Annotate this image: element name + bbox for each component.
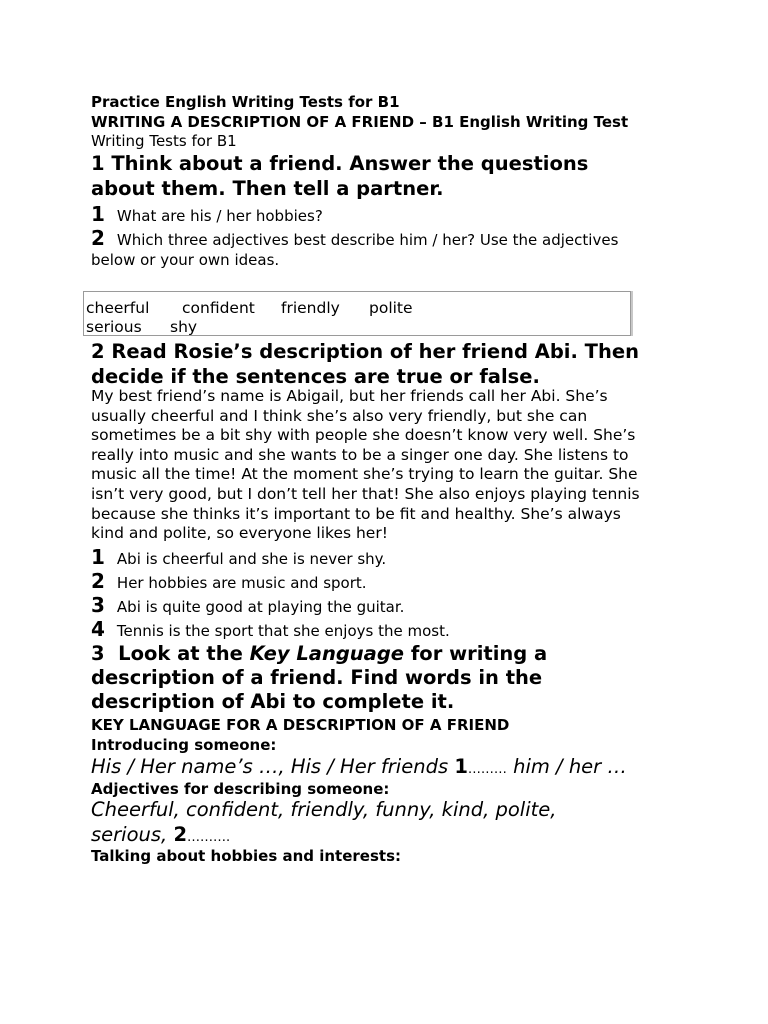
section2-heading-line1: 2 Read Rosie’s description of her friend Abi. Then (91, 340, 639, 363)
statement-text: Abi is quite good at playing the guitar. (116, 598, 405, 616)
blank-number-1: 1 (454, 755, 468, 778)
adjective-word: friendly (281, 299, 340, 317)
statement-number: 2 (91, 569, 105, 593)
heading-emphasis: Key Language (249, 642, 405, 665)
adjective-word: confident (182, 299, 255, 317)
question-text: Which three adjectives best describe him / her? Use the adjectives (116, 231, 619, 249)
statement-1 (91, 545, 386, 569)
passage-line: sometimes be a bit shy with people she doesn’t know very well. She’s (91, 426, 636, 445)
intro-text-start: His / Her name’s …, His / Her friends (91, 755, 455, 778)
document-subtitle: WRITING A DESCRIPTION OF A FRIEND – B1 English Writing Test (91, 113, 629, 131)
section3-heading-line1 (91, 641, 547, 666)
statement-text: Her hobbies are music and sport. (116, 574, 367, 592)
adjective-row-1 (86, 299, 413, 317)
passage-line: because she thinks it’s important to be fit and healthy. She’s always (91, 504, 621, 523)
section1-heading-line1: 1 Think about a friend. Answer the questions (91, 152, 589, 175)
heading-suffix: for writing a (404, 642, 548, 665)
section3-heading-line3: description of Abi to complete it. (91, 690, 455, 713)
passage-line: really into music and she wants to be a singer one day. She listens to (91, 445, 629, 464)
introducing-label: Introducing someone: (91, 736, 277, 754)
statement-2 (91, 569, 367, 593)
statement-number: 1 (91, 545, 105, 569)
passage-line: isn’t very good, but I don’t tell her that! She also enjoys playing tennis (91, 484, 640, 503)
heading-prefix: 3 Look at the (91, 642, 250, 665)
adjectives-list-line1: Cheerful, confident, friendly, funny, kind, polite, (91, 798, 557, 821)
passage-line: My best friend’s name is Abigail, but her friends call her Abi. She’s (91, 387, 608, 405)
introducing-phrase (91, 755, 627, 782)
section1-question-2 (91, 226, 618, 250)
intro-text-end: him / her … (506, 755, 627, 778)
section1-heading-line2: about them. Then tell a partner. (91, 177, 444, 200)
section1-question-2-continuation: below or your own ideas. (91, 251, 280, 269)
hobbies-label: Talking about hobbies and interests: (91, 847, 401, 865)
statement-4 (91, 617, 450, 641)
adjective-row-2 (86, 318, 197, 336)
statement-number: 3 (91, 593, 105, 617)
adjective-word: polite (369, 299, 413, 317)
question-text: What are his / her hobbies? (116, 207, 323, 225)
adjective-word: shy (170, 318, 198, 336)
section2-heading-line2: decide if the sentences are true or false. (91, 365, 540, 388)
statement-text: Tennis is the sport that she enjoys the most. (116, 622, 450, 640)
statement-number: 4 (91, 617, 105, 641)
adjectives-list-line2 (91, 823, 230, 850)
passage-line: music all the time! At the moment she’s trying to learn the guitar. She (91, 465, 638, 484)
adjectives-label: Adjectives for describing someone: (91, 780, 390, 798)
key-language-title: KEY LANGUAGE FOR A DESCRIPTION OF A FRIEND (91, 716, 510, 734)
section3-heading-line2: description of a friend. Find words in the (91, 666, 543, 689)
passage-line: usually cheerful and I think she’s also very friendly, but she can (91, 406, 588, 425)
statement-3 (91, 593, 404, 617)
blank-number-2: 2 (173, 823, 188, 846)
passage-line: kind and polite, so everyone likes her! (91, 524, 388, 543)
reading-passage (91, 387, 691, 544)
section1-question-1 (91, 202, 323, 226)
adjectives-list-end: serious, (91, 823, 174, 846)
adjective-word: serious (86, 318, 142, 336)
answer-blank-1: ……… (467, 762, 507, 777)
answer-blank-2: ………. (187, 830, 231, 845)
adjective-word: cheerful (86, 299, 150, 317)
question-number: 2 (91, 226, 105, 250)
document-tagline: Writing Tests for B1 (91, 132, 237, 150)
statement-text: Abi is cheerful and she is never shy. (116, 550, 387, 568)
question-number: 1 (91, 202, 105, 226)
document-title: Practice English Writing Tests for B1 (91, 93, 400, 111)
adjective-word-box (83, 291, 631, 336)
